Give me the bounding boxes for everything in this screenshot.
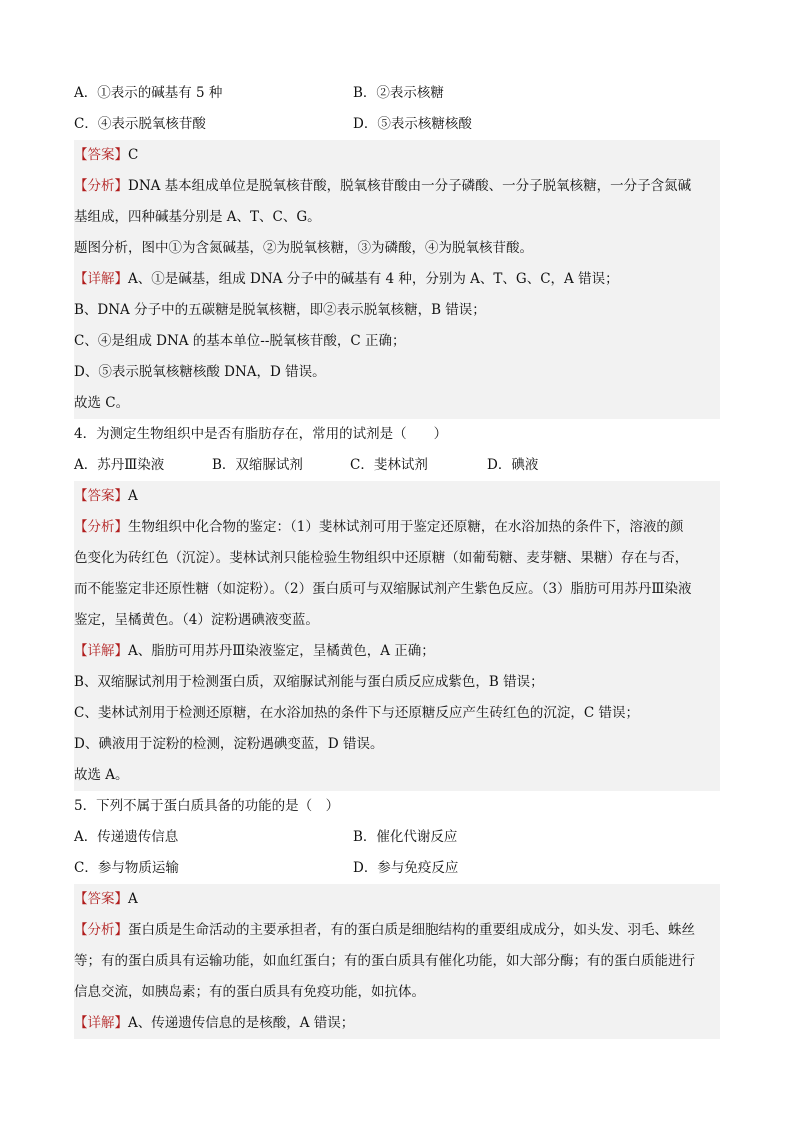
q3-option-d: D．⑤表示核糖核酸: [353, 116, 472, 132]
q5-solution-block: [74, 884, 720, 1039]
q4-option-c: C．斐林试剂: [350, 457, 428, 473]
answer-tag: 【答案】: [74, 891, 128, 907]
q4-option-a: A．苏丹Ⅲ染液: [74, 457, 165, 473]
q4-detail-line-4: D、碘液用于淀粉的检测，淀粉遇碘变蓝，D 错误。: [74, 736, 384, 752]
q5-analysis-line-2: 等；有的蛋白质具有运输功能，如血红蛋白；有的蛋白质具有催化功能，如大部分酶；有的蛋白质能进行: [74, 953, 695, 969]
answer-tag: 【答案】: [74, 488, 128, 504]
q4-stem: 4．为测定生物组织中是否有脂肪存在，常用的试剂是（ ）: [74, 426, 448, 442]
q4-detail-line-3: C、斐林试剂用于检测还原糖，在水浴加热的条件下与还原糖反应产生砖红色的沉淀，C 错误；: [74, 705, 639, 721]
q5-options-row-1: [74, 822, 720, 853]
q4-conclusion: 故选 A。: [74, 767, 129, 783]
q3-options-row-2: [74, 109, 720, 140]
q5-option-d: D．参与免疫反应: [353, 860, 459, 876]
q4-analysis-line-1: [74, 512, 720, 543]
q5-answer: [74, 884, 720, 915]
q4-answer: [74, 481, 720, 512]
q3-detail-line-2: B、DNA 分子中的五碳糖是脱氧核糖，即②表示脱氧核糖，B 错误；: [74, 302, 486, 318]
q4-detail-line-1: [74, 636, 720, 667]
q3-analysis-line-3: 题图分析，图中①为含氮碱基，②为脱氧核糖，③为磷酸，④为脱氧核苷酸。: [74, 240, 533, 256]
analysis-tag: 【分析】: [74, 178, 128, 194]
page-content: [74, 78, 720, 1039]
q4-detail-line-2: B、双缩脲试剂用于检测蛋白质，双缩脲试剂能与蛋白质反应成紫色，B 错误；: [74, 674, 544, 690]
q4-option-d: D．碘液: [487, 457, 539, 473]
q3-solution-block: [74, 140, 720, 419]
q5-analysis-line-3: 信息交流，如胰岛素；有的蛋白质具有免疫功能，如抗体。: [74, 984, 425, 1000]
q3-option-a: A．①表示的碱基有 5 种: [74, 85, 223, 101]
q3-options-row-1: [74, 78, 720, 109]
analysis-text: DNA 基本组成单位是脱氧核苷酸，脱氧核苷酸由一分子磷酸、一分子脱氧核糖，一分子含氮碱: [128, 178, 692, 194]
q5-detail-line-1: [74, 1008, 720, 1039]
detail-text: A、脂肪可用苏丹Ⅲ染液鉴定，呈橘黄色，A 正确；: [128, 643, 435, 659]
q4-analysis-line-3: 而不能鉴定非还原性糖（如淀粉）。（2）蛋白质可与双缩脲试剂产生紫色反应。（3）脂肪可用苏丹Ⅲ染液: [74, 581, 692, 597]
q4-analysis-line-4: 鉴定，呈橘黄色。（4）淀粉遇碘液变蓝。: [74, 612, 319, 628]
answer-text: A: [128, 488, 138, 504]
q3-answer: [74, 140, 720, 171]
q3-option-b: B．②表示核糖: [353, 85, 444, 101]
analysis-tag: 【分析】: [74, 519, 128, 535]
analysis-text: 蛋白质是生命活动的主要承担者，有的蛋白质是细胞结构的重要组成成分，如头发、羽毛、蛛丝: [128, 922, 695, 938]
q4-option-b: B．双缩脲试剂: [212, 457, 303, 473]
q3-detail-line-4: D、⑤表示脱氧核糖核酸 DNA，D 错误。: [74, 364, 326, 380]
q5-option-b: B．催化代谢反应: [353, 829, 458, 845]
answer-text: A: [128, 891, 138, 907]
q3-conclusion: 故选 C。: [74, 395, 130, 411]
answer-tag: 【答案】: [74, 147, 128, 163]
q4-solution-block: [74, 481, 720, 791]
q5-analysis-line-1: [74, 915, 720, 946]
q5-stem: 5．下列不属于蛋白质具备的功能的是（ ）: [74, 798, 340, 814]
q3-detail-line-1: [74, 264, 720, 295]
q3-detail-line-3: C、④是组成 DNA 的基本单位--脱氧核苷酸，C 正确；: [74, 333, 406, 349]
analysis-tag: 【分析】: [74, 922, 128, 938]
detail-tag: 【详解】: [74, 643, 128, 659]
q5-option-a: A．传递遗传信息: [74, 829, 179, 845]
q3-option-c: C．④表示脱氧核苷酸: [74, 116, 206, 132]
q5-option-c: C．参与物质运输: [74, 860, 179, 876]
detail-tag: 【详解】: [74, 1015, 128, 1031]
q4-options-row: [74, 450, 720, 481]
detail-tag: 【详解】: [74, 271, 128, 287]
detail-text: A、传递遗传信息的是核酸，A 错误；: [128, 1015, 355, 1031]
q4-analysis-line-2: 色变化为砖红色（沉淀）。斐林试剂只能检验生物组织中还原糖（如葡萄糖、麦芽糖、果糖）存在与否，: [74, 550, 689, 566]
q3-analysis-line-1: [74, 171, 720, 202]
answer-text: C: [128, 147, 139, 163]
q3-analysis-line-2: 基组成，四种碱基分别是 A、T、C、G。: [74, 209, 321, 225]
analysis-text: 生物组织中化合物的鉴定：（1）斐林试剂可用于鉴定还原糖，在水浴加热的条件下，溶液的颜: [128, 519, 684, 535]
q5-options-row-2: [74, 853, 720, 884]
detail-text: A、①是碱基，组成 DNA 分子中的碱基有 4 种，分别为 A、T、G、C，A 错误；: [128, 271, 619, 287]
